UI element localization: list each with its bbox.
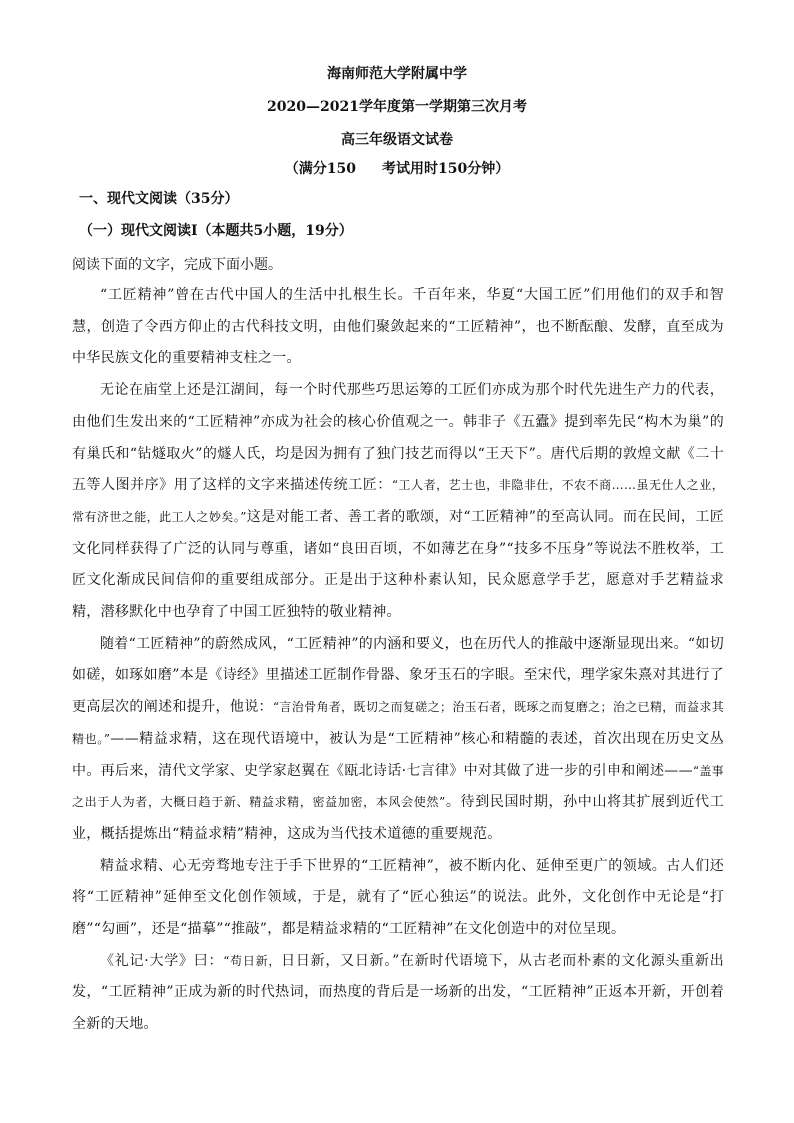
score-time-line bbox=[0, 159, 794, 179]
paragraph-text: “工匠精神”曾在古代中国人的生活中扎根生长。千百年来，华夏“大国工匠”们用他们的双手和智慧，创造了令西方仰止的古代科技文明，由他们聚敛起来的“工匠精神”，也不断酝酿、发酵，直至成为中华民族文化的重要精神支柱之一。 bbox=[72, 287, 724, 367]
quotation: “苟日新， bbox=[223, 953, 282, 968]
quotation: “盖事之出于人为者，大概日趋于新、精益求精，密益加密，本风会使然” bbox=[72, 763, 724, 810]
paragraph-2 bbox=[72, 375, 724, 629]
reading-passage bbox=[72, 280, 724, 1041]
paragraph-text: 日日新，又日新。”在新时代语境下，从古老而朴素的文化源头重新出发，“工匠精神”正成为新的时代热词，而热度的背后是一场新的出发，“工匠精神”正返本开新，开创着全新的天地。 bbox=[72, 952, 724, 1033]
paragraph-3 bbox=[72, 629, 724, 851]
paper-subject: 高三年级语文试卷 bbox=[341, 132, 453, 148]
paragraph-text: ——精益求精，这在现代语境中，被认为是“工匠精神”核心和精髓的表述，首次出现在历史文丛中。再后来，清代文学家、史学家赵翼在《瓯北诗话·七言律》中对其做了进一步的引申和阐述—— bbox=[72, 730, 724, 779]
exam-title: 2020—2021学年度第一学期第三次月考 bbox=[267, 99, 527, 115]
full-score: （满分150 bbox=[284, 161, 356, 177]
quotation: “言治骨角者，既切之而复磋之；治玉石者，既琢之而复磨之；治之已精，而益求其精也。” bbox=[72, 700, 724, 746]
paragraph-text: 精益求精、心无旁骛地专注于手下世界的“工匠精神”，被不断内化、延伸至更广的领域。古人们还将“工匠精神”延伸至文化创作领域，于是，就有了“匠心独运”的说法。此外，文化创作中无论是“打磨”“勾画”，还是“描摹”“推敲”，都是精益求精的“工匠精神”在文化创造中的对位呈现。 bbox=[72, 857, 724, 938]
exam-duration: 考试用时150分钟） bbox=[382, 161, 510, 177]
section-heading-2: （一）现代文阅读Ⅰ（本题共5小题，19分） bbox=[79, 223, 353, 239]
paragraph-text: 随着“工匠精神”的蔚然成风，“工匠精神”的内涵和要义，也在历代人的推敲中逐渐显现出来。“如切如磋，如琢如磨”本是《诗经》里描述工匠制作骨器、象牙玉石的字眼。至宋代，理学家朱熹对其进行了更高层次的阐述和提升，他说： bbox=[72, 635, 724, 716]
paragraph-text: 《礼记·大学》曰： bbox=[100, 952, 224, 969]
paragraph-5 bbox=[72, 946, 724, 1041]
paragraph-1 bbox=[72, 280, 724, 375]
section-heading-1: 一、现代文阅读（35分） bbox=[79, 191, 239, 207]
paragraph-4 bbox=[72, 851, 724, 946]
paragraph-text: 无论在庙堂上还是江湖间，每一个时代那些巧思运筹的工匠们亦成为那个时代先进生产力的代表，由他们生发出来的“工匠精神”亦成为社会的核心价值观之一。韩非子《五蠹》提到率先民“构木为巢”的有巢氏和“钻燧取火”的燧人氏，均是因为拥有了独门技艺而得以“王天下”。唐代后期的敦煌文献《二十五等人图并序》用了这样的文字来描述传统工匠： bbox=[72, 382, 724, 494]
reading-instruction: 阅读下面的文字，完成下面小题。 bbox=[72, 257, 282, 273]
paragraph-text: 这是对能工者、善工者的歌颂，对“工匠精神”的至高认同。而在民间，工匠文化同样获得了广泛的认同与尊重，诸如“良田百顷，不如薄艺在身”“技多不压身”等说法不胜枚举，工匠文化渐成民间信仰的重要组成部分。正是出于这种朴素认知，民众愿意学手艺，愿意对手艺精益求精，潜移默化中也孕育了中国工匠独特的敬业精神。 bbox=[72, 508, 725, 621]
school-name: 海南师范大学附属中学 bbox=[327, 66, 467, 82]
quotation: “工人者，艺士也，非隐非仕，不农不商……虽无仕人之业，常有济世之能，此工人之妙矣。” bbox=[72, 478, 724, 524]
paragraph-text: 。待到民国时期，孙中山将其扩展到近代工业，概括提炼出“精益求精”精神，这成为当代技术道德的重要规范。 bbox=[72, 794, 725, 842]
